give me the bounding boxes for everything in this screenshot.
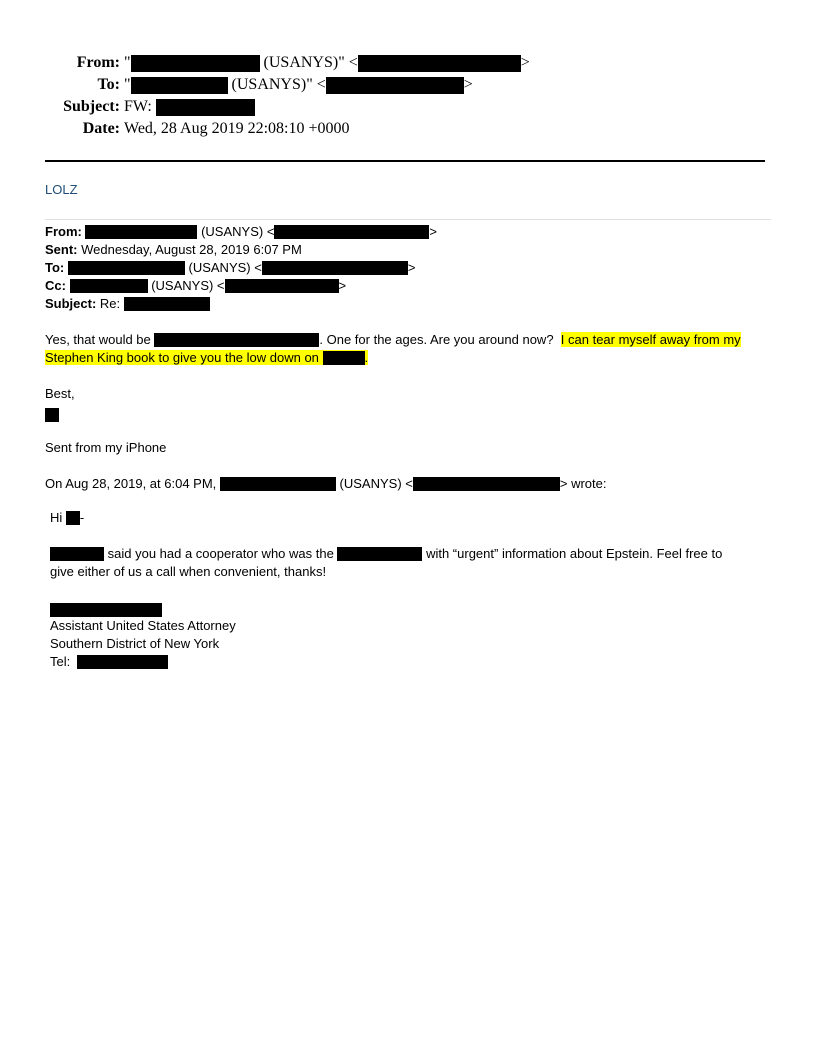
header-from-value (124, 52, 530, 74)
header-to-org: (USANYS)" < (231, 76, 326, 93)
header-subject-row (0, 96, 816, 118)
signoff-name (45, 403, 770, 423)
quoted-body-text: with “urgent” information about Epstein. Feel free to (426, 546, 723, 561)
redaction-block (225, 279, 339, 293)
header-to-row (0, 74, 816, 96)
quoted-body-text: give either of us a call when convenient, thanks! (50, 564, 327, 579)
meta-sent-value: Wednesday, August 28, 2019 6:07 PM (81, 242, 302, 257)
meta-to-row (45, 259, 437, 277)
redaction-block (358, 55, 521, 72)
redaction-block (85, 225, 197, 239)
quoted-body-text: said you had a cooperator who was the (107, 546, 334, 561)
redaction-block (337, 547, 422, 561)
redaction-block (68, 261, 185, 275)
signoff (45, 385, 770, 423)
meta-subject-row (45, 295, 437, 313)
redaction-block (77, 655, 168, 669)
email-header (0, 52, 816, 140)
header-date-row (0, 118, 816, 140)
message-divider (45, 219, 771, 220)
meta-to-close: > (407, 260, 416, 275)
redaction-block (50, 603, 162, 617)
meta-sent-label: Sent: (45, 242, 78, 257)
redaction-block (262, 261, 408, 275)
meta-from-row (45, 223, 437, 241)
forwarded-meta (45, 223, 437, 313)
meta-cc-label: Cc: (45, 278, 66, 293)
redaction-block (131, 55, 260, 72)
reply-text: . One for the ages. Are you around now? (319, 332, 554, 347)
header-from-org: (USANYS)" < (263, 54, 358, 71)
quoted-body (50, 545, 770, 581)
quoted-greeting (50, 509, 775, 527)
signoff-text: Best, (45, 386, 75, 401)
signature-office: Southern District of New York (50, 636, 220, 651)
highlighted-line (45, 350, 368, 365)
reply-text: Yes, that would be (45, 332, 151, 347)
meta-subject-label: Subject: (45, 296, 97, 311)
header-date-label: Date: (82, 120, 120, 137)
reply-paragraph (45, 331, 770, 367)
quote-intro-text: On Aug 28, 2019, at 6:04 PM, (45, 476, 217, 491)
meta-sent-row (45, 241, 437, 259)
signature-tel (50, 653, 775, 671)
header-date-value: Wed, 28 Aug 2019 22:08:10 +0000 (124, 120, 350, 137)
header-to-label: To: (97, 76, 120, 93)
redaction-block (274, 225, 429, 239)
redaction-block (66, 511, 80, 525)
quoted-signature (50, 599, 775, 671)
signature-name (50, 599, 775, 617)
meta-to-label: To: (45, 260, 65, 275)
header-from-row (0, 52, 816, 74)
header-to-value (124, 74, 473, 96)
header-to-quote: " (124, 76, 131, 93)
redaction-block (70, 279, 148, 293)
meta-from-org: (USANYS) < (201, 224, 275, 239)
header-subject-label: Subject: (63, 98, 120, 115)
quote-intro-org: (USANYS) < (339, 476, 413, 491)
meta-subject-value: Re: (99, 296, 121, 311)
header-subject-text: FW: (124, 98, 152, 115)
quoted-greeting-text: Hi (50, 510, 63, 525)
redaction-block (220, 477, 336, 491)
signature-tel-label: Tel: (50, 654, 71, 669)
header-from-label: From: (76, 54, 120, 71)
header-from-close: > (520, 54, 530, 71)
redaction-block (326, 77, 464, 94)
top-note: LOLZ (45, 182, 78, 197)
redaction-block (131, 77, 228, 94)
quote-intro-wrote: > wrote: (559, 476, 607, 491)
signature-title: Assistant United States Attorney (50, 618, 236, 633)
meta-cc-org: (USANYS) < (151, 278, 225, 293)
quoted-greeting-dash: - (79, 510, 85, 525)
redaction-block (45, 408, 59, 422)
quote-intro (45, 475, 770, 493)
sent-from: Sent from my iPhone (45, 440, 167, 455)
meta-from-label: From: (45, 224, 82, 239)
redaction-block (323, 351, 365, 365)
header-to-close: > (463, 76, 473, 93)
meta-cc-row (45, 277, 437, 295)
header-subject-value (124, 96, 255, 118)
highlighted-text: I can tear myself away from my (560, 332, 741, 347)
highlighted-text: Stephen King book to give you the low down on (45, 350, 319, 365)
redaction-block (50, 547, 104, 561)
header-from-quote: " (124, 54, 131, 71)
highlighted-text: . (364, 350, 369, 365)
redaction-block (413, 477, 560, 491)
redaction-block (124, 297, 210, 311)
meta-to-org: (USANYS) < (188, 260, 262, 275)
meta-cc-close: > (338, 278, 347, 293)
redaction-block (156, 99, 255, 116)
redaction-block (154, 333, 319, 347)
meta-from-close: > (429, 224, 438, 239)
header-divider (45, 160, 765, 162)
